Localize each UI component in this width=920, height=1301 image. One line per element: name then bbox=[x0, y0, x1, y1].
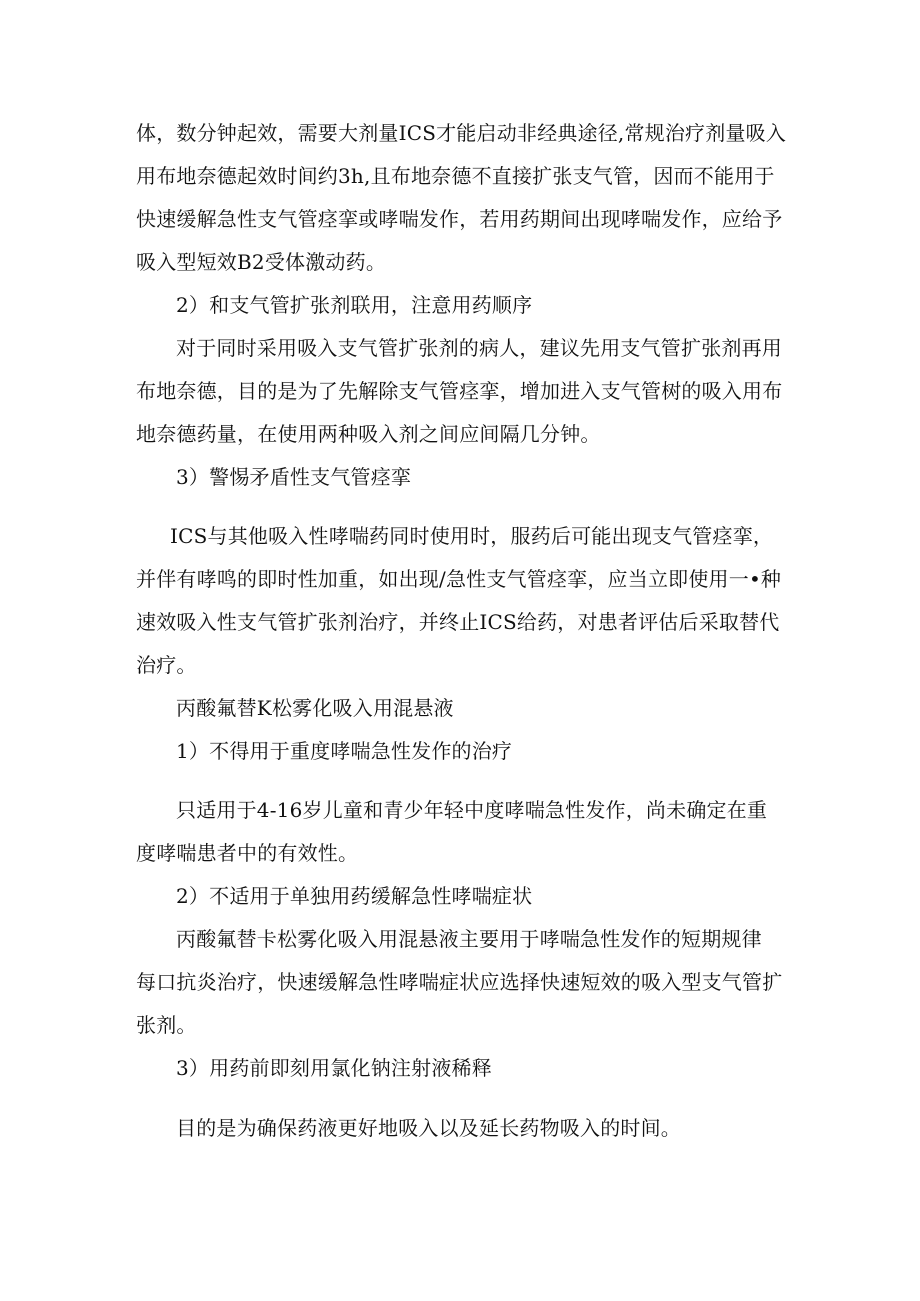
paragraph-line: 度哮喘患者中的有效性。 bbox=[136, 841, 359, 865]
paragraph-line: 吸入型短效B2受体激动药。 bbox=[136, 250, 387, 274]
paragraph-line: 只适用于4-16岁儿童和青少年轻中度哮喘急性发作，尚未确定在重 bbox=[176, 798, 768, 822]
paragraph-line: 地奈德药量，在使用两种吸入剂之间应间隔几分钟。 bbox=[136, 422, 601, 446]
paragraph-line: 快速缓解急性支气管痉挛或哮喘发作，若用药期间出现哮喘发作，应给予 bbox=[136, 207, 783, 231]
paragraph-line: 丙酸氟替卡松雾化吸入用混悬液主要用于哮喘急性发作的短期规律 bbox=[176, 927, 762, 951]
paragraph-line: 张剂。 bbox=[136, 1013, 197, 1037]
section-heading: 2）和支气管扩张剂联用，注意用药顺序 bbox=[176, 293, 533, 317]
paragraph-line: 对于同时采用吸入支气管扩张剂的病人，建议先用支气管扩张剂再用 bbox=[176, 336, 782, 360]
section-heading: 3）警惕矛盾性支气管痉挛 bbox=[176, 465, 412, 489]
section-heading: 1）不得用于重度哮喘急性发作的治疗 bbox=[176, 739, 513, 763]
paragraph-line: 治疗。 bbox=[136, 653, 197, 677]
paragraph-line: ICS与其他吸入性哮喘药同时使用时，服药后可能出现支气管痉挛， bbox=[170, 524, 774, 548]
paragraph-line: 布地奈德，目的是为了先解除支气管痉挛，增加进入支气管树的吸入用布 bbox=[136, 379, 783, 403]
paragraph-line: 用布地奈德起效时间约3h,且布地奈德不直接扩张支气管，因而不能用于 bbox=[136, 164, 775, 188]
paragraph-line: 每口抗炎治疗，快速缓解急性哮喘症状应选择快速短效的吸入型支气管扩 bbox=[136, 970, 783, 994]
section-heading: 2）不适用于单独用药缓解急性哮喘症状 bbox=[176, 884, 533, 908]
paragraph-line: 速效吸入性支气管扩张剂治疗，并终止ICS给药，对患者评估后采取替代 bbox=[136, 610, 780, 634]
paragraph-line: 体，数分钟起效，需要大剂量ICS才能启动非经典途径,常规治疗剂量吸入 bbox=[136, 121, 787, 145]
paragraph-line: 并伴有哮鸣的即时性加重，如出现/急性支气管痉挛，应当立即使用一•种 bbox=[136, 567, 782, 591]
section-heading: 丙酸氟替K松雾化吸入用混悬液 bbox=[176, 696, 454, 720]
paragraph-line: 目的是为确保药液更好地吸入以及延长药物吸入的时间。 bbox=[176, 1116, 681, 1140]
section-heading: 3）用药前即刻用氯化钠注射液稀释 bbox=[176, 1056, 492, 1080]
